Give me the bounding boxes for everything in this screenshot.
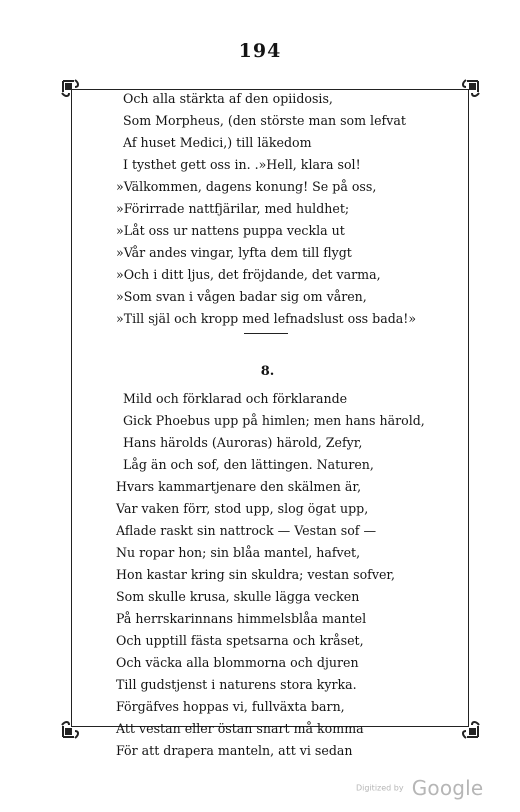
- poem-line: Som skulle krusa, skulle lägga vecken: [116, 589, 360, 604]
- poem-line: Hvars kammartjenare den skälmen är,: [116, 479, 362, 494]
- corner-ornament-icon: [455, 78, 481, 104]
- poem-line: »Förirrade nattfjärilar, med huldhet;: [116, 201, 350, 216]
- poem-line: »Och i ditt ljus, det fröjdande, det varma,: [116, 267, 381, 282]
- digitized-watermark: [356, 776, 483, 800]
- section-divider: [244, 333, 288, 334]
- poem-line: Att vestan eller östan snart må komma: [116, 721, 364, 736]
- page-number: 194: [238, 40, 282, 62]
- poem-line: Låg än och sof, den lättingen. Naturen,: [123, 457, 374, 472]
- poem-line: Var vaken förr, stod upp, slog ögat upp,: [116, 501, 369, 516]
- poem-line: På herrskarinnans himmelsblåa mantel: [116, 611, 367, 626]
- google-logo: Google: [411, 776, 484, 800]
- poem-line: Af huset Medici,) till läkedom: [123, 135, 312, 150]
- poem-line: »Välkommen, dagens konung! Se på oss,: [116, 179, 377, 194]
- poem-line: »Låt oss ur nattens puppa veckla ut: [116, 223, 345, 238]
- poem-line: »Som svan i vågen badar sig om våren,: [116, 289, 367, 304]
- poem-line: Aflade raskt sin nattrock — Vestan sof —: [116, 523, 377, 538]
- poem-line: Till gudstjenst i naturens stora kyrka.: [116, 677, 357, 692]
- poem-line: »Till själ och kropp med lefnadslust oss bada!»: [116, 311, 417, 326]
- poem-line: Hon kastar kring sin skuldra; vestan sofver,: [116, 567, 396, 582]
- poem-line: I tysthet gett oss in. .»Hell, klara sol!: [123, 157, 361, 172]
- poem-line: Mild och förklarad och förklarande: [123, 391, 348, 406]
- poem-line: Förgäfves hoppas vi, fullväxta barn,: [116, 699, 345, 714]
- poem-line: Och väcka alla blommorna och djuren: [116, 655, 359, 670]
- digitized-label: Digitized by: [356, 783, 404, 793]
- corner-ornament-icon: [60, 714, 86, 740]
- poem-line: »Vår andes vingar, lyfta dem till flygt: [116, 245, 352, 260]
- section-number: 8.: [260, 364, 275, 379]
- poem-line: Och upptill fästa spetsarna och kråset,: [116, 633, 364, 648]
- corner-ornament-icon: [60, 78, 86, 104]
- corner-ornament-icon: [455, 714, 481, 740]
- poem-line: Gick Phoebus upp på himlen; men hans härold,: [123, 413, 425, 428]
- poem-line: Som Morpheus, (den störste man som lefvat: [123, 113, 406, 128]
- poem-line: Och alla stärkta af den opiidosis,: [123, 91, 333, 106]
- poem-line: Hans härolds (Auroras) härold, Zefyr,: [123, 435, 363, 450]
- poem-line: För att drapera manteln, att vi sedan: [116, 743, 353, 758]
- poem-line: Nu ropar hon; sin blåa mantel, hafvet,: [116, 545, 361, 560]
